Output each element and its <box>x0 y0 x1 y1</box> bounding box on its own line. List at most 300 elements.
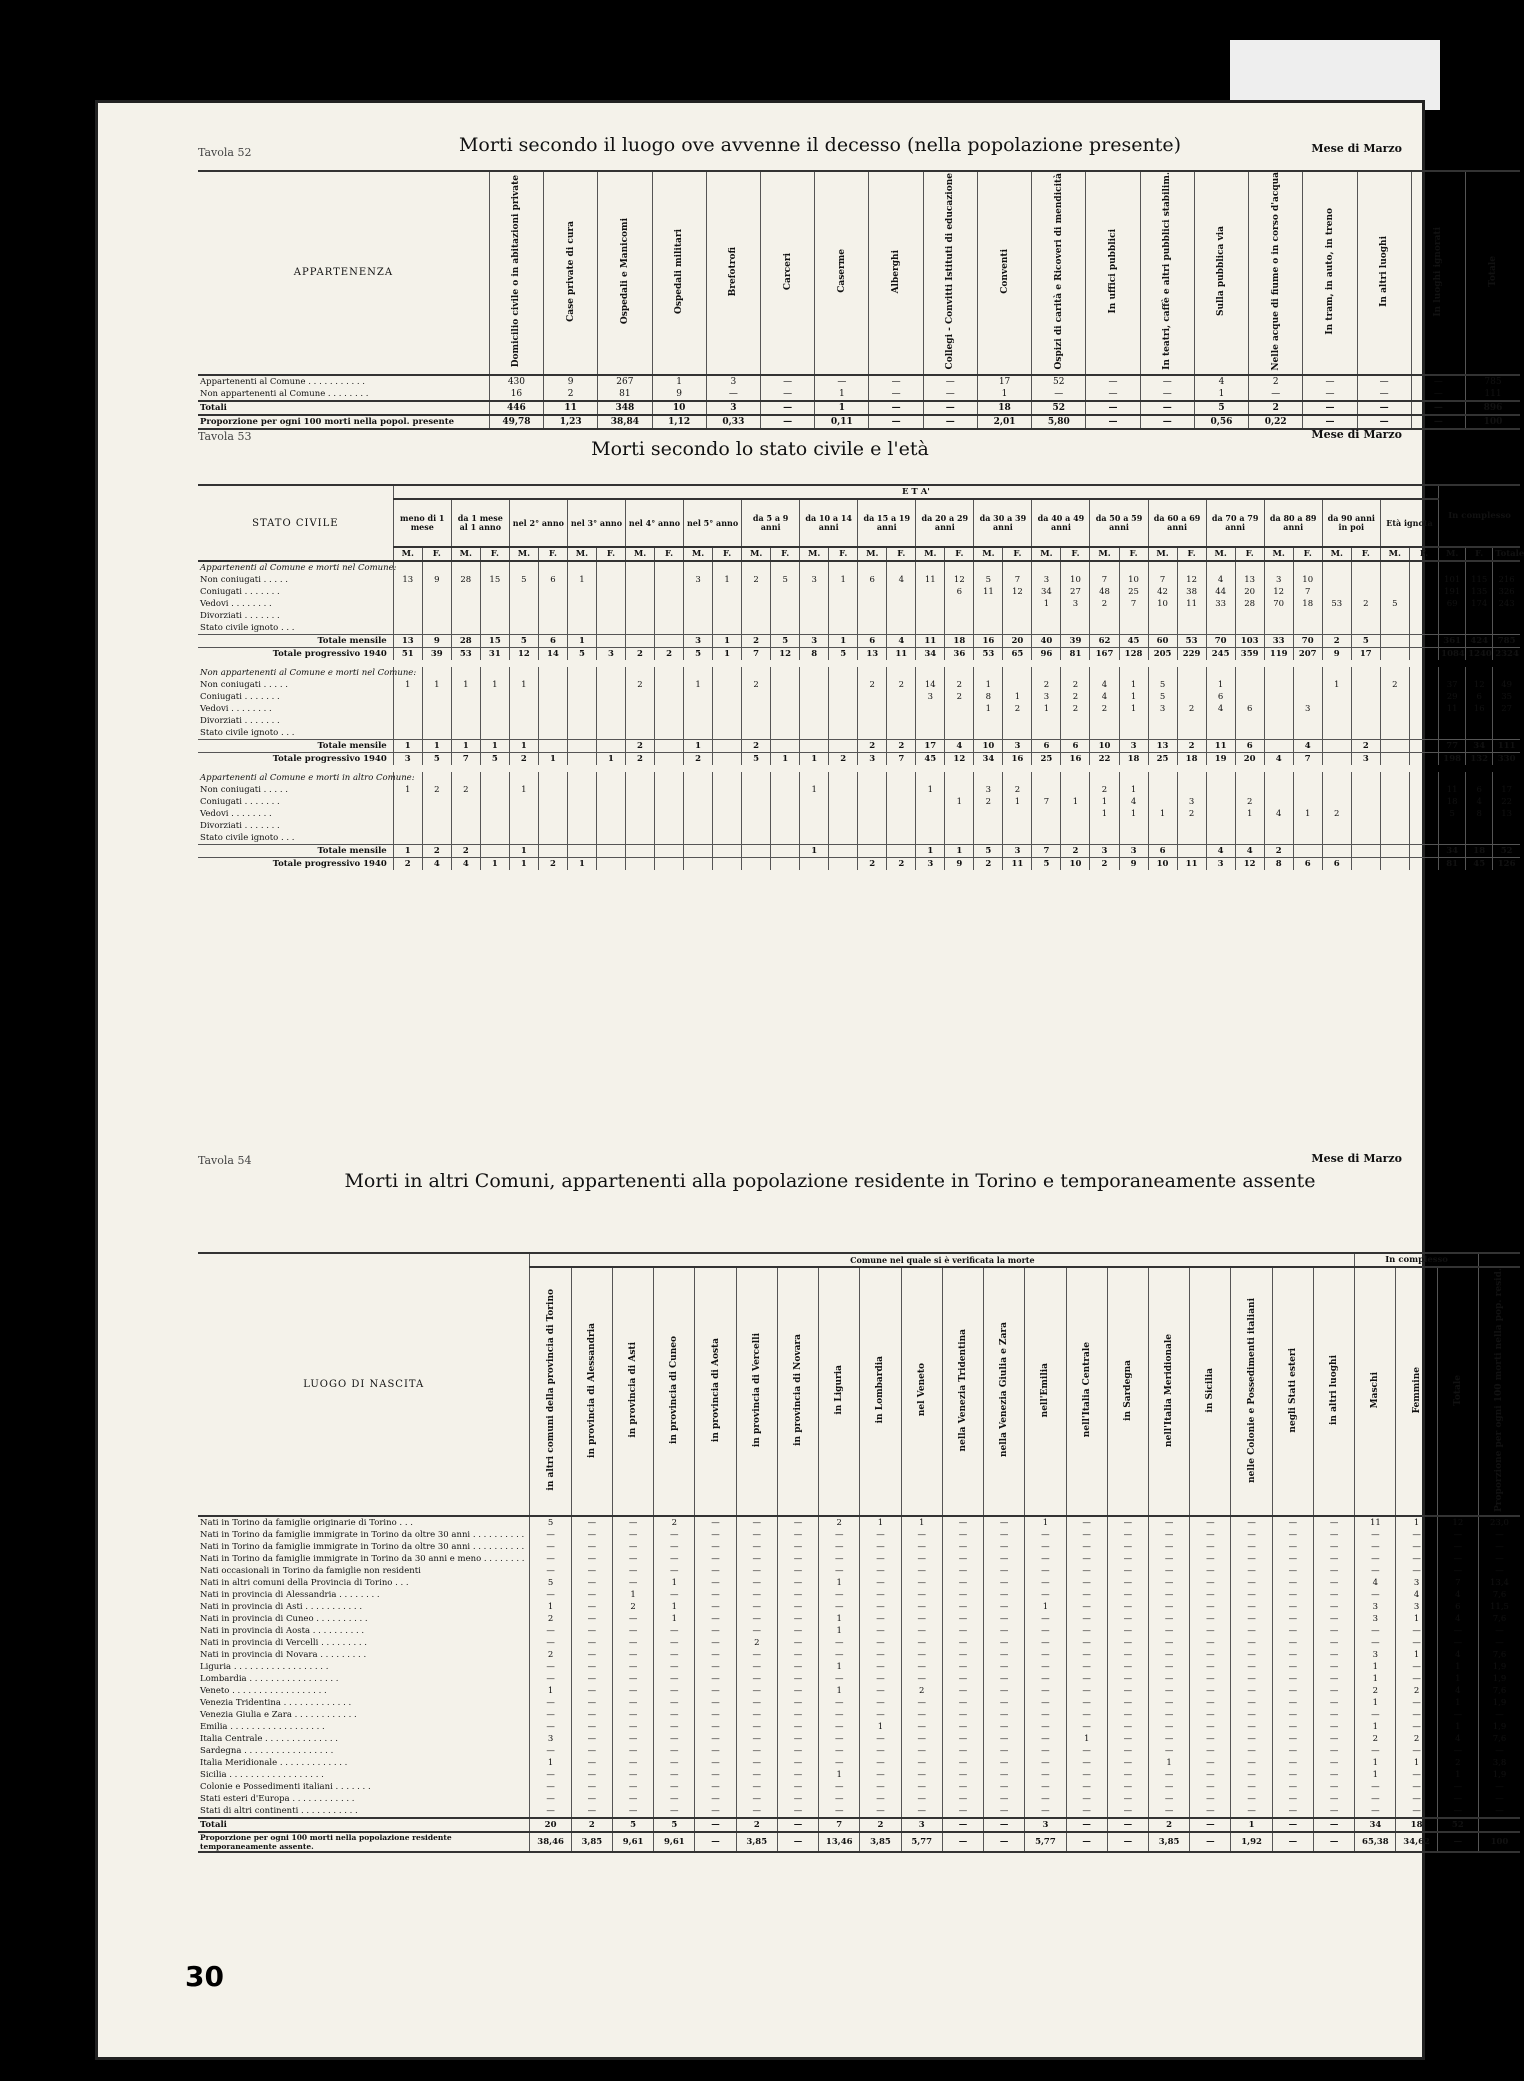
table-cell: 13 <box>1148 740 1177 753</box>
table-cell: — <box>777 1516 818 1529</box>
table-cell <box>1380 820 1409 832</box>
table-cell: — <box>1411 401 1465 415</box>
table-cell: — <box>777 1541 818 1553</box>
total-cell: 135 <box>1466 586 1493 598</box>
table-cell: — <box>571 1661 612 1673</box>
table-cell: — <box>654 1589 695 1601</box>
table-cell: — <box>1149 1709 1190 1721</box>
table-cell: 2 <box>945 679 974 691</box>
table-cell: 2 <box>625 679 654 691</box>
table-cell: — <box>1025 1697 1066 1709</box>
table-cell: 2 <box>901 1685 942 1697</box>
total-cell <box>1466 610 1493 622</box>
table-cell <box>1177 610 1206 622</box>
table-cell: — <box>1231 1733 1272 1745</box>
table-cell: 1 <box>1003 796 1032 808</box>
table-cell: — <box>942 1577 983 1589</box>
table-cell <box>916 727 945 740</box>
table-cell: 13 <box>393 635 422 648</box>
sex-male: M. <box>625 547 654 561</box>
table-cell: 1 <box>530 1601 571 1613</box>
table-cell <box>800 808 829 820</box>
table-cell <box>567 586 596 598</box>
table-cell: — <box>1357 401 1411 415</box>
table-cell: 4 <box>451 858 480 871</box>
table-cell: — <box>1313 1757 1354 1769</box>
table-cell <box>596 832 625 845</box>
table-cell <box>625 858 654 871</box>
table-cell: — <box>1066 1697 1107 1709</box>
table-cell <box>509 772 538 784</box>
age-group-header: E T A' <box>393 485 1438 499</box>
table-cell <box>1177 832 1206 845</box>
table-cell <box>713 598 742 610</box>
table-cell: 2 <box>1249 401 1303 415</box>
table-cell: 5 <box>530 1577 571 1589</box>
table-cell: 39 <box>1061 635 1090 648</box>
table-cell: — <box>1086 375 1140 388</box>
table-cell <box>858 667 887 679</box>
table-cell <box>567 667 596 679</box>
table-cell: — <box>1107 1516 1148 1529</box>
sex-female: F. <box>1003 547 1032 561</box>
table-cell: — <box>654 1565 695 1577</box>
total-cell: 111 <box>1493 740 1520 753</box>
table-cell: 7 <box>1437 1577 1478 1589</box>
table-cell: — <box>1272 1516 1313 1529</box>
table-cell <box>1148 820 1177 832</box>
table-cell: — <box>860 1577 901 1589</box>
table-cell: — <box>860 1589 901 1601</box>
table-cell: 1 <box>684 740 713 753</box>
table-cell: — <box>695 1721 736 1733</box>
row-label: Nati in provincia di Asti . . . . . . . . . . . <box>200 1601 363 1612</box>
table-cell: — <box>1396 1673 1437 1685</box>
table-cell: 1 <box>1061 796 1090 808</box>
table-cell <box>1206 727 1235 740</box>
table-cell <box>567 610 596 622</box>
table-cell: 1 <box>945 845 974 858</box>
table-cell: 53 <box>451 648 480 661</box>
table-cell: 6 <box>1206 691 1235 703</box>
table-cell: — <box>571 1757 612 1769</box>
table-cell <box>713 586 742 598</box>
table-cell <box>1264 691 1293 703</box>
table-cell <box>858 727 887 740</box>
table-cell <box>509 820 538 832</box>
table-cell <box>800 727 829 740</box>
total-col-header: Totale <box>1493 547 1520 561</box>
table-cell: — <box>901 1793 942 1805</box>
table-cell <box>829 679 858 691</box>
total-cell <box>1439 622 1466 635</box>
table-cell: 13 <box>393 574 422 586</box>
table-cell <box>1380 610 1409 622</box>
table-cell <box>655 832 684 845</box>
table-cell: — <box>571 1601 612 1613</box>
table-cell: — <box>901 1709 942 1721</box>
table-cell: 2 <box>451 845 480 858</box>
table-cell <box>1235 691 1264 703</box>
table-cell <box>596 679 625 691</box>
table-cell <box>887 715 916 727</box>
table-cell <box>713 715 742 727</box>
table-cell <box>538 598 567 610</box>
row-label: Vedovi . . . . . . . . <box>200 599 272 609</box>
table-cell: — <box>777 1832 818 1852</box>
table-cell: — <box>984 1793 1025 1805</box>
table-cell: 8 <box>974 691 1003 703</box>
table-cell <box>713 772 742 784</box>
table-cell <box>1322 820 1351 832</box>
age-group: da 15 a 19 anni <box>858 499 916 547</box>
column-header <box>1272 1267 1313 1516</box>
table-cell <box>945 808 974 820</box>
table-cell: 1 <box>829 574 858 586</box>
table-cell: — <box>1149 1733 1190 1745</box>
table-cell: — <box>942 1601 983 1613</box>
row-label: Nati in provincia di Cuneo . . . . . . . . . . <box>200 1613 368 1624</box>
table-cell <box>771 561 800 574</box>
table-cell: — <box>1107 1793 1148 1805</box>
table-cell: 22 <box>1090 753 1119 766</box>
table-cell: — <box>1107 1649 1148 1661</box>
table-cell: — <box>1107 1637 1148 1649</box>
table-cell <box>829 820 858 832</box>
table-cell: — <box>695 1805 736 1818</box>
table-cell: — <box>1396 1781 1437 1793</box>
table-cell: — <box>1396 1769 1437 1781</box>
column-header-text: nell'Emilia <box>1040 1362 1051 1418</box>
table-cell: 65 <box>1003 648 1032 661</box>
table-cell: — <box>819 1541 860 1553</box>
table-cell: — <box>1396 1553 1437 1565</box>
row-label: Nati occasionali in Torino da famiglie non residenti <box>200 1565 421 1576</box>
table-cell: — <box>777 1601 818 1613</box>
table-cell: 2 <box>1177 703 1206 715</box>
table-cell: — <box>1231 1553 1272 1565</box>
table-cell: 7,6 <box>1478 1733 1520 1745</box>
sex-male: M. <box>1380 547 1409 561</box>
table-cell <box>1380 845 1409 858</box>
table-cell: 9 <box>1119 858 1148 871</box>
table-cell <box>1206 561 1235 574</box>
table-cell: — <box>1066 1745 1107 1757</box>
table-cell: — <box>1190 1757 1231 1769</box>
total-cell <box>1493 772 1520 784</box>
table-cell: — <box>819 1649 860 1661</box>
table-cell <box>422 691 451 703</box>
table-cell: — <box>1272 1577 1313 1589</box>
table-cell: 16 <box>1003 753 1032 766</box>
table-cell: 785 <box>1466 375 1520 388</box>
table-cell <box>1351 679 1380 691</box>
total-cell <box>1493 667 1520 679</box>
table-cell: — <box>654 1649 695 1661</box>
table-cell: 2 <box>1322 808 1351 820</box>
table-cell: 5,77 <box>1025 1832 1066 1852</box>
table-cell: — <box>1066 1757 1107 1769</box>
table-cell: — <box>901 1613 942 1625</box>
table-cell: 49,78 <box>489 415 543 429</box>
table-cell: — <box>695 1541 736 1553</box>
total-cell: 77 <box>1439 740 1466 753</box>
table-cell <box>858 845 887 858</box>
table-cell: — <box>695 1649 736 1661</box>
table-cell: — <box>869 375 923 388</box>
table-cell <box>684 703 713 715</box>
table-cell <box>713 832 742 845</box>
table-cell <box>1148 622 1177 635</box>
table-cell: 10 <box>1148 598 1177 610</box>
table-row <box>198 561 1520 574</box>
table-cell: 27 <box>1061 586 1090 598</box>
table-cell <box>1380 858 1409 871</box>
table-cell: — <box>1107 1625 1148 1637</box>
comune-group-header: Comune nel quale si è verificata la morte <box>530 1253 1355 1267</box>
table-cell: 3 <box>1003 845 1032 858</box>
table-cell: — <box>1149 1529 1190 1541</box>
table-cell <box>829 622 858 635</box>
table-cell: — <box>1231 1697 1272 1709</box>
table-cell: 44 <box>1206 586 1235 598</box>
table-cell <box>1409 772 1438 784</box>
table-cell: 1 <box>1437 1661 1478 1673</box>
total-cell <box>1493 610 1520 622</box>
table-row <box>198 1601 1520 1613</box>
table-cell: — <box>984 1673 1025 1685</box>
table-cell <box>1409 808 1438 820</box>
table-cell: — <box>860 1541 901 1553</box>
table-cell: 1 <box>819 1661 860 1673</box>
table-cell <box>1119 610 1148 622</box>
table-cell: 1 <box>713 574 742 586</box>
row-label: Totale progressivo 1940 <box>198 858 393 871</box>
column-header-text: nella Venezia Tridentina <box>957 1328 968 1452</box>
table-cell: — <box>923 375 977 388</box>
table-cell <box>1003 715 1032 727</box>
table-cell: — <box>942 1529 983 1541</box>
table-cell <box>625 832 654 845</box>
table-cell: 1 <box>1119 784 1148 796</box>
table-cell <box>945 610 974 622</box>
column-header-text: In tram, in auto, in treno <box>1324 208 1335 335</box>
table-cell <box>1177 691 1206 703</box>
table-cell <box>1409 667 1438 679</box>
total-cell <box>1466 561 1493 574</box>
table-cell <box>422 772 451 784</box>
table-cell <box>451 820 480 832</box>
table-cell: 15 <box>480 574 509 586</box>
table-cell: — <box>860 1685 901 1697</box>
table-cell <box>771 703 800 715</box>
total-cell: 49 <box>1493 679 1520 691</box>
table-cell <box>829 858 858 871</box>
table-cell: 1 <box>1206 679 1235 691</box>
table-cell <box>422 715 451 727</box>
table-cell <box>1090 832 1119 845</box>
row-label: Liguria . . . . . . . . . . . . . . . . . . <box>200 1661 329 1672</box>
table-cell: — <box>901 1733 942 1745</box>
table-cell <box>1409 832 1438 845</box>
table-cell: — <box>984 1589 1025 1601</box>
table-cell: — <box>1066 1637 1107 1649</box>
table-cell: — <box>942 1649 983 1661</box>
table-cell: 3 <box>1355 1601 1396 1613</box>
table-cell <box>1235 561 1264 574</box>
table-cell: 3 <box>858 753 887 766</box>
table-cell: — <box>1025 1685 1066 1697</box>
table-cell: — <box>1313 1769 1354 1781</box>
table-cell: 2 <box>736 1818 777 1832</box>
table-cell <box>800 796 829 808</box>
table-cell: — <box>736 1757 777 1769</box>
table-cell: 11 <box>916 635 945 648</box>
table-cell <box>538 845 567 858</box>
stub-header: APPARTENENZA <box>198 171 489 375</box>
table-cell: — <box>530 1625 571 1637</box>
table-cell: 2 <box>1003 703 1032 715</box>
table-cell <box>1409 703 1438 715</box>
table-cell: — <box>860 1793 901 1805</box>
age-group: da 80 a 89 anni <box>1264 499 1322 547</box>
table-cell: 33 <box>1264 635 1293 648</box>
table-cell: 0,56 <box>1194 415 1248 429</box>
column-header-text: in Sardegna <box>1122 1359 1133 1421</box>
table-cell <box>916 610 945 622</box>
table-cell: — <box>815 375 869 388</box>
table-cell: 430 <box>489 375 543 388</box>
total-cell <box>1493 715 1520 727</box>
total-cell: 27 <box>1493 703 1520 715</box>
table-cell: — <box>1066 1832 1107 1852</box>
table-cell: — <box>1272 1637 1313 1649</box>
table-cell: 18 <box>1293 598 1322 610</box>
table-cell: — <box>942 1673 983 1685</box>
table-cell <box>480 703 509 715</box>
table-cell <box>742 703 771 715</box>
table-cell <box>684 561 713 574</box>
table-cell: 20 <box>1235 586 1264 598</box>
row-label: Nati in Torino da famiglie immigrate in Torino da oltre 30 anni . . . . . . . . . . <box>200 1541 525 1552</box>
table-row <box>198 635 1520 648</box>
total-cell <box>1466 667 1493 679</box>
sex-male: M. <box>858 547 887 561</box>
table-cell: — <box>1032 388 1086 401</box>
table-cell <box>800 858 829 871</box>
table-cell: — <box>1231 1565 1272 1577</box>
table-cell <box>1380 586 1409 598</box>
table-cell: 2 <box>625 648 654 661</box>
table-cell <box>480 691 509 703</box>
row-label: Non coniugati . . . . . <box>200 680 288 690</box>
table-cell: — <box>1149 1685 1190 1697</box>
table-cell: 53 <box>1177 635 1206 648</box>
table-cell: — <box>1396 1793 1437 1805</box>
table-cell: — <box>1107 1709 1148 1721</box>
column-header <box>1032 171 1086 375</box>
table-cell <box>1293 784 1322 796</box>
total-cell: 330 <box>1493 753 1520 766</box>
table-cell <box>771 667 800 679</box>
row-label: Italia Meridionale . . . . . . . . . . . . . <box>200 1757 348 1768</box>
table-cell <box>625 820 654 832</box>
table-cell <box>800 691 829 703</box>
table-cell: 2 <box>858 740 887 753</box>
table-cell: — <box>1066 1589 1107 1601</box>
table-cell: 3,85 <box>1149 1832 1190 1852</box>
column-header <box>1437 1267 1478 1516</box>
table-cell: — <box>1231 1577 1272 1589</box>
table-cell <box>596 858 625 871</box>
table-cell <box>567 845 596 858</box>
table-cell: — <box>1149 1541 1190 1553</box>
table-cell <box>742 845 771 858</box>
table-row <box>198 832 1520 845</box>
total-cell: 13 <box>1493 808 1520 820</box>
table-cell <box>625 561 654 574</box>
age-group: da 20 a 29 anni <box>916 499 974 547</box>
table-cell: 70 <box>1206 635 1235 648</box>
table-cell <box>1177 845 1206 858</box>
tavola-label: Tavola 53 <box>198 430 252 443</box>
table-cell: — <box>1396 1805 1437 1818</box>
age-group: nel 4° anno <box>625 499 683 547</box>
table-cell: 19 <box>1206 753 1235 766</box>
table-cell: — <box>860 1637 901 1649</box>
table-cell <box>509 703 538 715</box>
table-cell <box>451 703 480 715</box>
table-cell: — <box>1107 1673 1148 1685</box>
age-group: da 60 a 69 anni <box>1148 499 1206 547</box>
table-cell <box>480 667 509 679</box>
sex-female: F. <box>771 547 800 561</box>
column-header <box>1231 1267 1272 1516</box>
table-cell: 11 <box>1177 858 1206 871</box>
table-cell <box>1003 820 1032 832</box>
table-cell <box>771 679 800 691</box>
column-header-text: in provincia di Novara <box>793 1334 803 1446</box>
table-cell: 3 <box>530 1733 571 1745</box>
table-cell: 2 <box>887 740 916 753</box>
table-row <box>198 598 1520 610</box>
table-cell: 7 <box>1032 796 1061 808</box>
table-cell <box>1148 667 1177 679</box>
table-cell <box>1003 772 1032 784</box>
table-cell <box>596 740 625 753</box>
table-cell: 12 <box>771 648 800 661</box>
table-cell: — <box>1396 1661 1437 1673</box>
table-cell <box>916 598 945 610</box>
table-row <box>198 1721 1520 1733</box>
table-cell: — <box>695 1733 736 1745</box>
column-header-text: Alberghi <box>891 249 902 294</box>
total-cell: 361 <box>1439 635 1466 648</box>
table-cell <box>1409 784 1438 796</box>
total-cell: 35 <box>1493 691 1520 703</box>
table-cell: 2 <box>1061 703 1090 715</box>
table-cell: 2 <box>530 1613 571 1625</box>
table-cell: — <box>901 1625 942 1637</box>
table-cell: — <box>1025 1565 1066 1577</box>
table-cell <box>829 808 858 820</box>
table-cell <box>684 598 713 610</box>
table-cell: 1 <box>945 796 974 808</box>
column-header-text: Conventi <box>999 248 1010 294</box>
table-row <box>198 808 1520 820</box>
table-cell: — <box>654 1661 695 1673</box>
table-cell: 48 <box>1090 586 1119 598</box>
